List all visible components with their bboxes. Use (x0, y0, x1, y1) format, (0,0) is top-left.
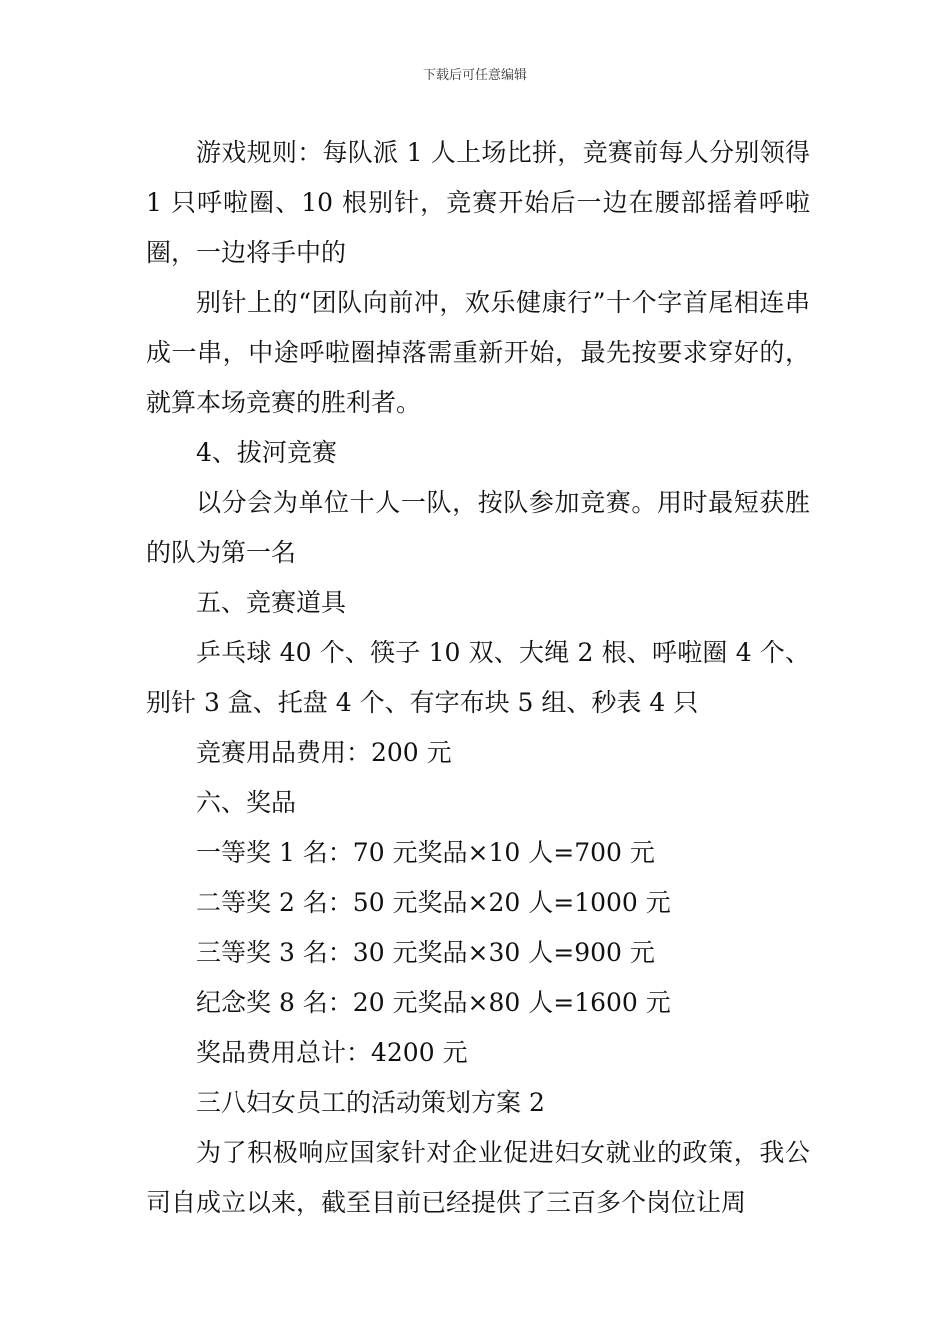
paragraph-intro-plan-2: 为了积极响应国家针对企业促进妇女就业的政策，我公司自成立以来，截至目前已经提供了三百多个岗位让周 (146, 1138, 810, 1217)
heading-prizes: 六、奖品 (196, 788, 297, 817)
prize-first: 一等奖 1 名：70 元奖品×10 人=700 元 (196, 838, 655, 867)
paragraph-tug-of-war: 以分会为单位十人一队，按队参加竞赛。用时最短获胜的队为第一名 (146, 488, 810, 567)
paragraph-game-rules: 游戏规则：每队派 1 人上场比拼，竞赛前每人分别领得 1 只呼啦圈、10 根别针，竞赛开始后一边在腰部摇着呼啦圈，一边将手中的 (146, 138, 810, 267)
paragraph-pin-rules: 别针上的“团队向前冲，欢乐健康行”十个字首尾相连串成一串，中途呼啦圈掉落需重新开始，最先按要求穿好的，就算本场竞赛的胜利者。 (146, 288, 810, 417)
section-title-plan-2: 三八妇女员工的活动策划方案 2 (196, 1088, 545, 1117)
heading-tug-of-war: 4、拔河竞赛 (196, 438, 337, 467)
prize-total: 奖品费用总计：4200 元 (196, 1038, 468, 1067)
prize-commemorative: 纪念奖 8 名：20 元奖品×80 人=1600 元 (196, 988, 671, 1017)
paragraph-props-list: 乒乓球 40 个、筷子 10 双、大绳 2 根、呼啦圈 4 个、别针 3 盒、托盘 4 个、有字布块 5 组、秒表 4 只 (146, 638, 810, 717)
page-header: 下载后可任意编辑 (422, 68, 527, 83)
document-body (146, 128, 810, 1228)
prize-third: 三等奖 3 名：30 元奖品×30 人=900 元 (196, 938, 655, 967)
heading-props: 五、竞赛道具 (196, 588, 347, 617)
paragraph-props-cost: 竞赛用品费用：200 元 (196, 738, 452, 767)
prize-second: 二等奖 2 名：50 元奖品×20 人=1000 元 (196, 888, 671, 917)
